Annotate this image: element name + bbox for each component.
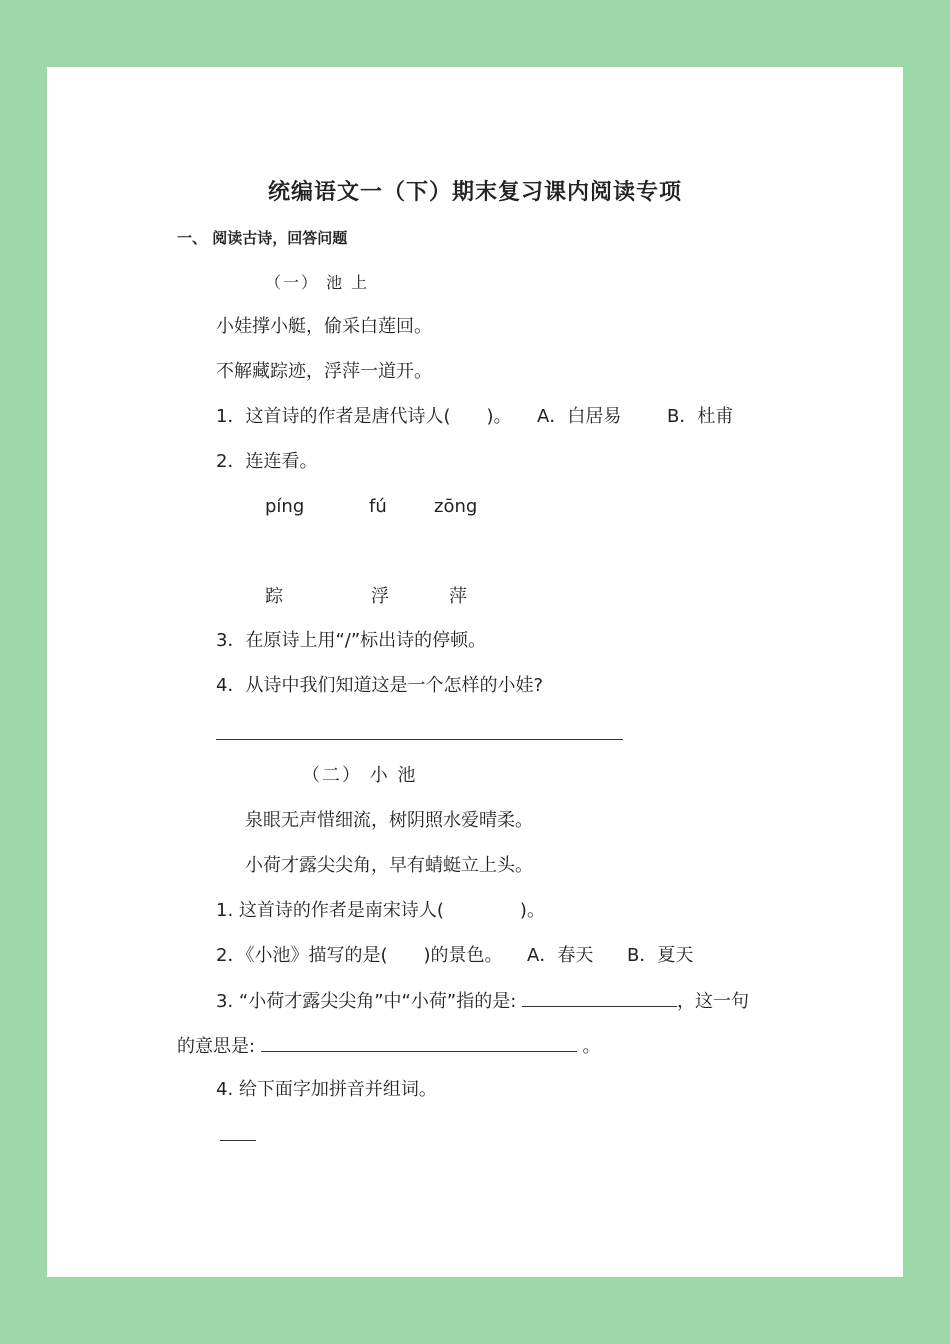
pinyin-fu: fú [369, 496, 387, 517]
poem1-line1: 小娃撑小艇，偷采白莲回。 [216, 316, 432, 337]
poem1-question1: 1．这首诗的作者是唐代诗人( )。 [216, 406, 512, 427]
poem2-question2: 2．《小池》描写的是( )的景色。 [216, 945, 503, 966]
poem2-q2-option-a: A．春天 [527, 945, 594, 966]
page-title: 统编语文一（下）期末复习课内阅读专项 [267, 180, 682, 205]
poem2-q3-answer-blank[interactable] [522, 988, 677, 1007]
poem2-q3-prefix: 3. “小荷才露尖尖角”中“小荷”指的是: [216, 991, 517, 1012]
poem1-question4: 4．从诗中我们知道这是一个怎样的小娃? [216, 675, 544, 696]
poem2-line1: 泉眼无声惜细流，树阴照水爱晴柔。 [245, 810, 533, 831]
char-zong: 踪 [265, 586, 283, 607]
section-heading: 一、 阅读古诗，回答问题 [177, 229, 348, 247]
poem2-q3-suffix: ，这一句 [677, 991, 749, 1012]
poem2-q1-suffix: )。 [519, 900, 545, 921]
poem2-q2-option-b: B．夏天 [627, 945, 694, 966]
poem2-line2: 小荷才露尖尖角，早有蜻蜓立上头。 [245, 855, 533, 876]
char-ping: 萍 [449, 586, 467, 607]
poem2-q1-prefix: 1. 这首诗的作者是南宋诗人( [216, 900, 444, 921]
poem2-q3-cont-suffix: 。 [582, 1036, 601, 1057]
poem2-q4-answer-line[interactable] [220, 1140, 256, 1141]
worksheet-page [47, 67, 903, 1277]
poem2-heading: （二） 小 池 [302, 765, 418, 786]
poem2-question3 [216, 988, 749, 1014]
poem1-heading: （一） 池 上 [265, 273, 370, 292]
char-fu: 浮 [371, 586, 389, 607]
poem1-q1-option-b: B．杜甫 [667, 406, 734, 427]
poem2-q3-cont-prefix: 的意思是: [177, 1036, 256, 1057]
pinyin-zong: zōng [434, 496, 478, 517]
pinyin-ping: píng [265, 496, 305, 517]
poem1-question3: 3．在原诗上用“/”标出诗的停顿。 [216, 630, 487, 651]
poem2-q3-meaning-blank[interactable] [261, 1033, 577, 1052]
poem1-q4-answer-line[interactable] [216, 739, 623, 740]
poem2-question4: 4. 给下面字加拼音并组词。 [216, 1079, 437, 1100]
poem2-question3-continued [177, 1033, 601, 1059]
poem1-q1-option-a: A．白居易 [537, 406, 622, 427]
poem1-line2: 不解藏踪迹，浮萍一道开。 [216, 361, 432, 382]
poem2-question1 [216, 899, 545, 923]
poem1-question2: 2．连连看。 [216, 451, 318, 472]
